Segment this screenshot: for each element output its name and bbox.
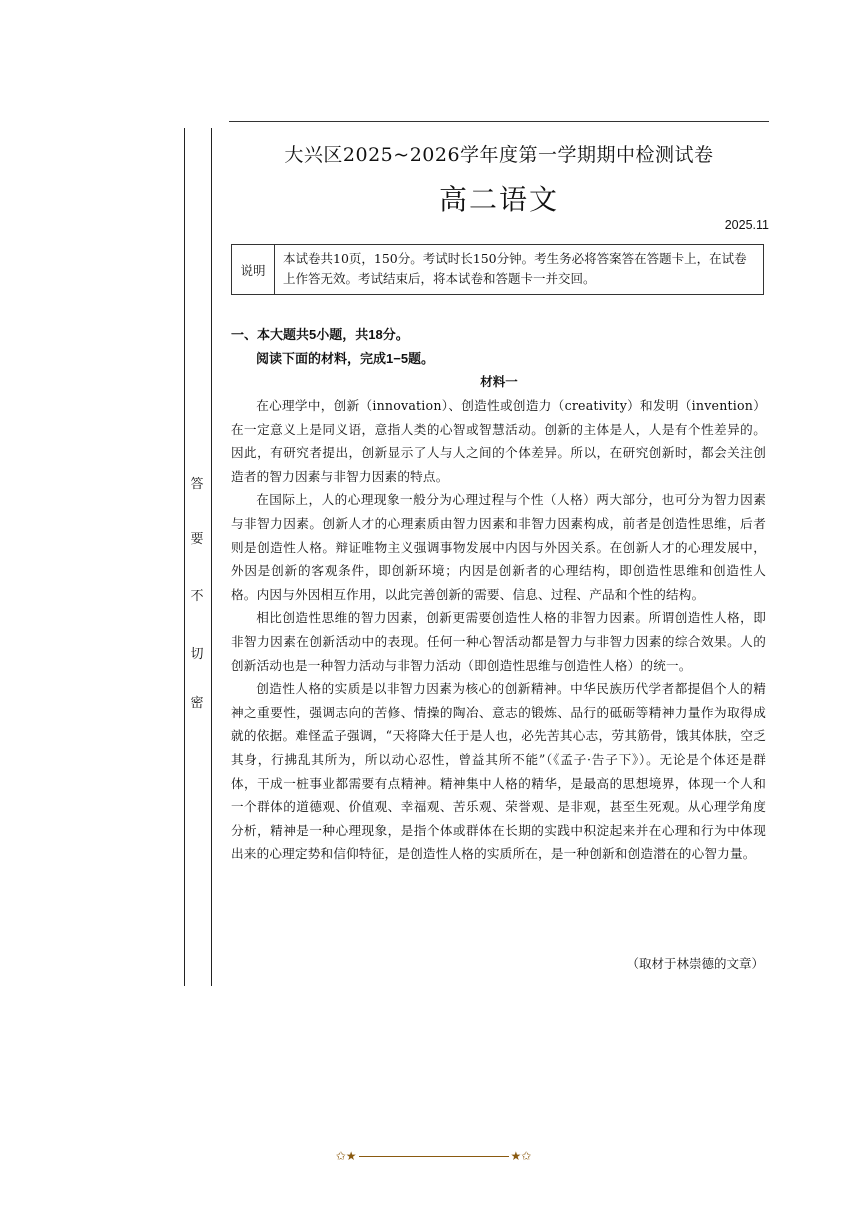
exam-date: 2025.11 — [724, 218, 769, 232]
passage-source: （取材于林崇德的文章） — [626, 956, 764, 971]
binding-margin-line-outer — [184, 128, 185, 986]
material-title: 材料一 — [480, 375, 518, 389]
reading-instruction: 阅读下面的材料，完成1−5题。 — [256, 351, 435, 366]
seal-char-3: 不 — [190, 589, 204, 604]
footer-decoration — [0, 1150, 867, 1162]
instructions-label: 说明 — [232, 245, 275, 294]
exam-title: 大兴区2025~2026学年度第一学期期中检测试卷 — [284, 144, 714, 166]
passage-paragraph-2: 在国际上，人的心理现象一般分为心理过程与个性（人格）两大部分，也可分为智力因素与非智力因素。创新人才的心理素质由智力因素和非智力因素构成，前者是创造性思维，后者则是创造性人格。辩证唯物主义强调事物发展中内因与外因关系。在创新人才的心理发展中，外因是创新的客观条件，即创新环境；内因是创新者的心理结构，即创造性思维和创造性人格。内因与外因相互作用，以此完善创新的需要、信息、过程、产品和个性的结构。 — [231, 492, 766, 602]
passage-paragraph-3: 相比创造性思维的智力因素，创新更需要创造性人格的非智力因素。所谓创造性人格，即非智力因素在创新活动中的表现。任何一种心智活动都是智力与非智力因素的综合效果。人的创新活动也是一种智力活动与非智力活动（即创造性思维与创造性人格）的统一。 — [231, 610, 766, 673]
binding-margin-line-inner — [211, 128, 212, 986]
footer-divider-line — [359, 1156, 509, 1157]
footer-star-icon-left: ✩★ — [335, 1149, 357, 1163]
passage-paragraph-1: 在心理学中，创新（innovation）、创造性或创造力（creativity）和发明（invention）在一定意义上是同义语，意指人类的心智或智慧活动。创新的主体是人，人是有个性差异的。因此，有研究者提出，创新显示了人与人之间的个体差异。所以，在研究创新时，都会关注创造者的智力因素与非智力因素的特点。 — [231, 398, 766, 484]
header-rule — [229, 121, 769, 122]
instructions-box — [231, 244, 764, 295]
passage — [231, 394, 766, 866]
seal-char-2: 要 — [190, 532, 204, 547]
subject-title: 高二语文 — [438, 183, 559, 216]
section-heading: 一、本大题共5小题，共18分。 — [231, 327, 409, 342]
passage-paragraph-4: 创造性人格的实质是以非智力因素为核心的创新精神。中华民族历代学者都提倡个人的精神之重要性，强调志向的苦修、情操的陶冶、意志的锻炼、品行的砥砺等精神力量作为取得成就的依据。难怪孟子强调，“天将降大任于是人也，必先苦其心志，劳其筋骨，饿其体肤，空乏其身，行拂乱其所为，所以动心忍性，曾益其所不能”（《孟子·告子下》）。无论是个体还是群体，干成一桩事业都需要有点精神。精神集中人格的精华，是最高的思想境界，体现一个人和一个群体的道德观、价值观、幸福观、苦乐观、荣誉观、是非观，甚至生死观。从心理学角度分析，精神是一种心理现象，是指个体或群体在长期的实践中积淀起来并在心理和行为中体现出来的心理定势和信仰特征，是创造性人格的实质所在，是一种创新和创造潜在的心智力量。 — [231, 681, 766, 862]
footer-star-icon-right: ★✩ — [510, 1149, 532, 1163]
seal-char-4: 切 — [190, 647, 204, 662]
seal-char-5: 密 — [190, 696, 204, 711]
seal-char-1: 答 — [190, 477, 204, 492]
instructions-text: 本试卷共10页，150分。考试时长150分钟。考生务必将答案答在答题卡上，在试卷上作答无效。考试结束后，将本试卷和答题卡一并交回。 — [283, 251, 747, 286]
